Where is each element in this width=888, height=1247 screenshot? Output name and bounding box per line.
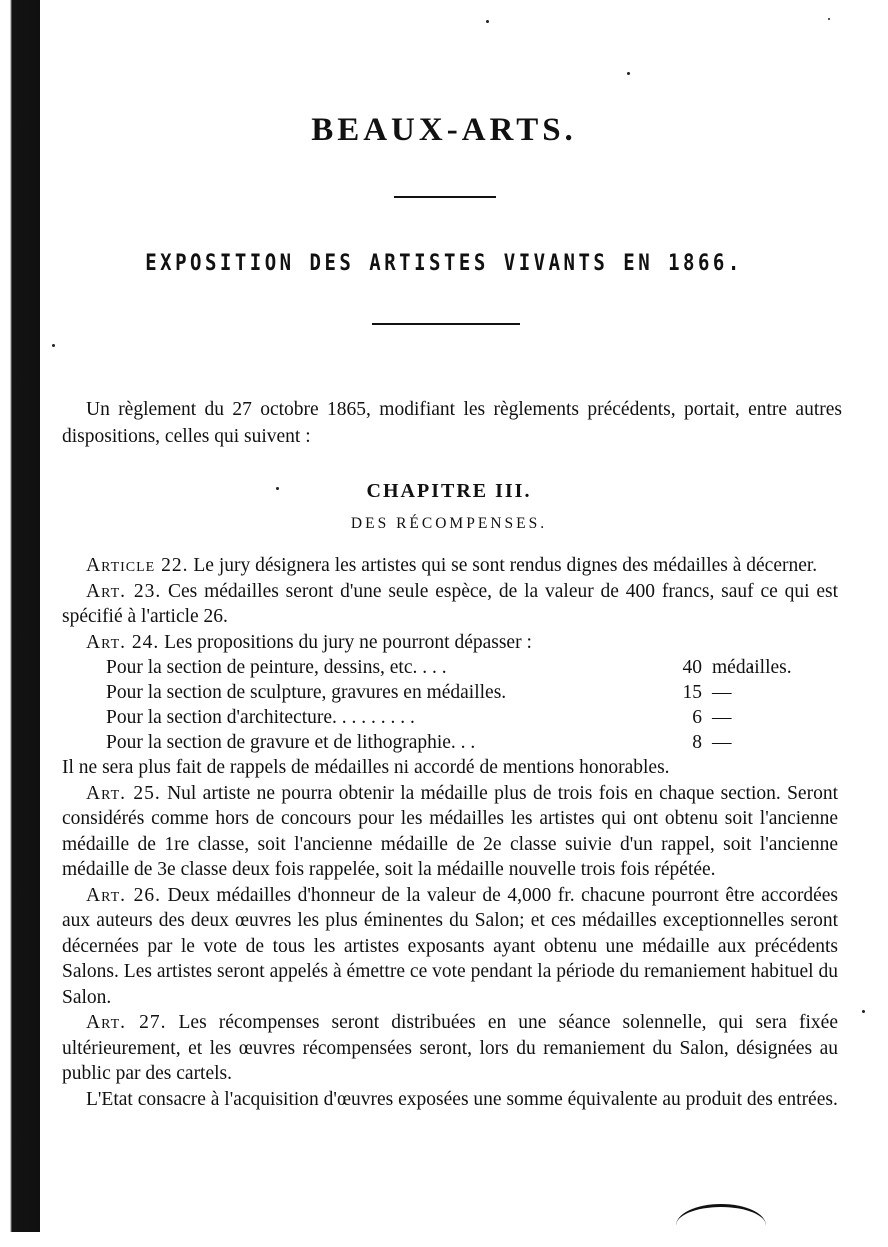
article-label: Article 22. — [86, 555, 189, 576]
article-text: Les récompenses seront distribuées en une séance solennelle, qui sera fixée ultérieurement, et les œuvres récompensées seront, lors du remaniement du Salon, désignées au public par des cartels. — [62, 1012, 838, 1084]
article-text: Nul artiste ne pourra obtenir la médaille plus de trois fois en chaque section. Seront considérés comme hors de concours pour les médailles les artistes qui ont obtenu soit l'ancienne médaille de 1re classe, soit l'ancienne médaille de 2e classe suivie d'un rappel, soit l'ancienne médaille de 3e classe deux fois rappelée, soit la médaille nouvelle trois fois répétée. — [62, 782, 838, 880]
medal-count: 40 — [682, 657, 702, 678]
medal-unit: — — [712, 707, 732, 728]
medal-unit: — — [712, 682, 732, 703]
medal-section-label: Pour la section de peinture, dessins, etc. . . . — [106, 657, 447, 678]
medal-count: 8 — [692, 732, 702, 753]
list-item — [106, 655, 806, 680]
article-22 — [62, 553, 838, 579]
medal-section-label: Pour la section d'architecture. . . . . . . . . — [106, 707, 415, 728]
article-26 — [62, 883, 838, 1011]
medal-allocation-list — [106, 655, 806, 755]
medal-unit: — — [712, 732, 732, 753]
article-text: Deux médailles d'honneur de la valeur de 4,000 fr. chacune pourront être accordées aux auteurs des deux œuvres les plus éminentes du Salon; et ces médailles exceptionnelles seront décernées par le vote de tous les artistes exposants ayant obtenu une médaille aux précédents Salons. Les artistes seront appelés à émettre ce vote pendant la période du remaniement habituel du Salon. — [62, 884, 838, 1008]
list-item — [106, 680, 806, 705]
article-text: Ces médailles seront d'une seule espèce, de la valeur de 400 francs, sauf ce qui est spécifié à l'article 26. — [62, 580, 838, 627]
medal-count: 15 — [682, 682, 702, 703]
article-label: Art. 23. — [86, 580, 162, 602]
article-27 — [62, 1010, 838, 1087]
page-title: BEAUX-ARTS. — [311, 112, 577, 148]
list-item — [106, 730, 806, 755]
final-paragraph: L'Etat consacre à l'acquisition d'œuvres exposées une somme équivalente au produit des entrées. — [86, 1088, 838, 1110]
article-25 — [62, 781, 838, 883]
article-24 — [62, 630, 838, 656]
title-divider — [394, 196, 496, 198]
medal-unit: médailles. — [712, 657, 792, 678]
article-label: Art. 27. — [86, 1012, 167, 1033]
medal-count: 6 — [692, 707, 702, 728]
section-heading: DES RÉCOMPENSES. — [350, 515, 548, 532]
article-text: Le jury désignera les artistes qui se sont rendus dignes des médailles à décerner. — [188, 555, 818, 576]
article-label: Art. 24. — [86, 631, 160, 653]
chapter-heading: CHAPITRE III. — [366, 480, 532, 502]
medal-section-label: Pour la section de gravure et de lithographie. . . — [106, 732, 476, 753]
page-subtitle: EXPOSITION DES ARTISTES VIVANTS EN 1866. — [145, 250, 743, 276]
article-label: Art. 25. — [86, 782, 161, 804]
ink-smudge — [676, 1204, 766, 1247]
subtitle-divider — [372, 323, 520, 325]
intro-paragraph: Un règlement du 27 octobre 1865, modifiant les règlements précédents, portait, entre autres dispositions, celles qui suivent : — [62, 399, 842, 447]
article-text: Les propositions du jury ne pourront dépasser : — [159, 631, 532, 653]
medal-section-label: Pour la section de sculpture, gravures en médailles. — [106, 682, 507, 703]
no-rappels-paragraph: Il ne sera plus fait de rappels de médailles ni accordé de mentions honorables. — [62, 757, 670, 778]
article-23 — [62, 579, 838, 630]
articles-block — [62, 553, 838, 1112]
list-item — [106, 705, 806, 730]
article-label: Art. 26. — [86, 884, 161, 906]
